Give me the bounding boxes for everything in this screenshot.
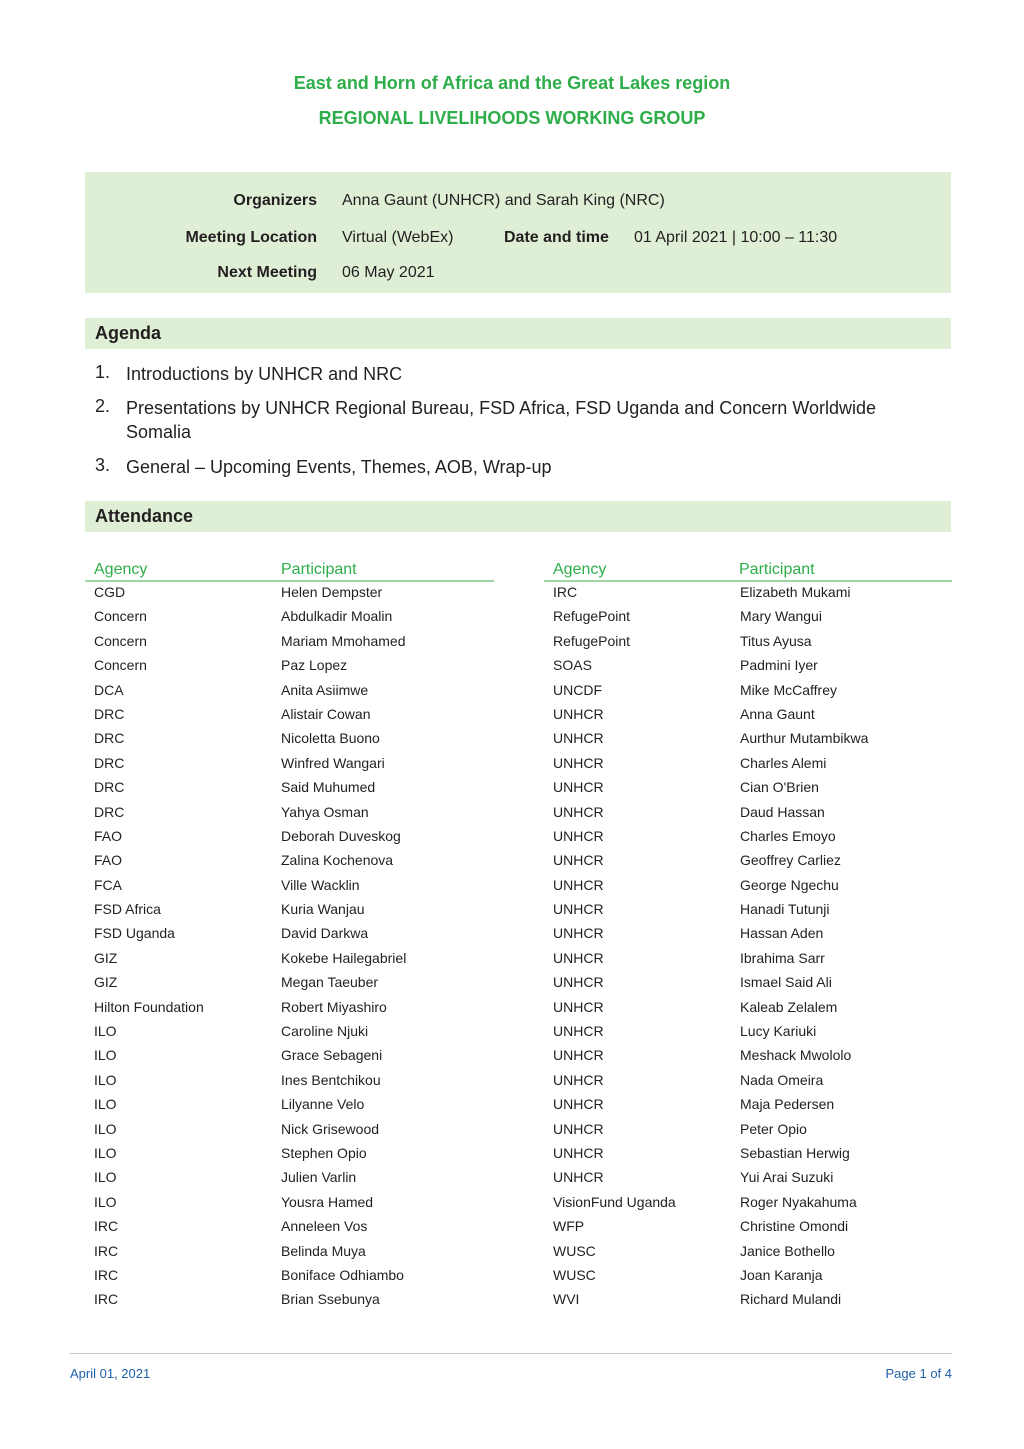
agenda-heading: Agenda (85, 318, 951, 349)
agency-cell: UNCDF (553, 681, 602, 698)
participant-cell: Ines Bentchikou (281, 1071, 381, 1088)
participant-cell: Yahya Osman (281, 803, 369, 820)
organizers-label: Organizers (233, 192, 317, 209)
participant-cell: Mike McCaffrey (740, 681, 837, 698)
attendance-row (94, 1072, 406, 1096)
attendance-row (94, 584, 406, 608)
participant-cell: Janice Bothello (740, 1242, 835, 1259)
participant-cell: Zalina Kochenova (281, 852, 394, 869)
agency-cell: WUSC (553, 1242, 596, 1259)
agency-cell: RefugePoint (553, 632, 631, 649)
agency-cell: FAO (94, 852, 123, 869)
attendance-row (94, 1267, 406, 1291)
participant-cell: Nick Grisewood (281, 1120, 380, 1137)
agency-cell: GIZ (94, 949, 118, 966)
footer-page-number: Page 1 of 4 (885, 1366, 952, 1381)
agency-cell: WUSC (553, 1266, 596, 1283)
agency-cell: ILO (94, 1193, 117, 1210)
participant-cell: Sebastian Herwig (740, 1144, 850, 1161)
attendance-row (553, 584, 868, 608)
attendance-row (94, 1218, 406, 1242)
agency-cell: UNHCR (553, 779, 604, 796)
attendance-row (94, 828, 406, 852)
participant-cell: Lucy Kariuki (740, 1023, 817, 1040)
agency-cell: UNHCR (553, 925, 604, 942)
participant-cell: Elizabeth Mukami (740, 584, 851, 600)
attendance-row (94, 1023, 406, 1047)
attendance-row (94, 608, 406, 632)
participant-cell: Christine Omondi (740, 1218, 849, 1235)
participant-cell: Lilyanne Velo (281, 1096, 365, 1113)
document-title: East and Horn of Africa and the Great Lakes region (293, 73, 731, 93)
participant-cell: Meshack Mwololo (740, 1047, 852, 1064)
attendance-row (553, 804, 868, 828)
attendance-row (94, 1169, 406, 1193)
attendance-row (553, 1194, 868, 1218)
participant-cell: Caroline Njuki (281, 1023, 369, 1040)
participant-cell: David Darkwa (281, 925, 369, 942)
participant-cell: Julien Varlin (281, 1169, 357, 1186)
attendance-row (94, 1121, 406, 1145)
participant-cell: Geoffrey Carliez (740, 852, 841, 869)
agency-cell: UNHCR (553, 949, 604, 966)
agency-cell: WFP (553, 1218, 585, 1235)
right-agency-header: Agency (553, 561, 607, 578)
participant-cell: Yui Arai Suzuki (740, 1169, 834, 1186)
agency-cell: Concern (94, 657, 147, 674)
participant-cell: Cian O'Brien (740, 779, 819, 796)
participant-cell: Roger Nyakahuma (740, 1193, 857, 1210)
agency-cell: ILO (94, 1071, 117, 1088)
agency-cell: DRC (94, 730, 125, 747)
attendance-heading: Attendance (85, 501, 951, 532)
participant-cell: Alistair Cowan (281, 705, 371, 722)
agency-cell: UNHCR (553, 876, 604, 893)
participant-cell: Anneleen Vos (281, 1218, 368, 1235)
participant-cell: Kaleab Zelalem (740, 998, 838, 1015)
attendance-row (553, 1291, 868, 1315)
participant-cell: Charles Emoyo (740, 827, 836, 844)
agency-cell: UNHCR (553, 1144, 604, 1161)
attendance-row (553, 779, 868, 803)
agency-cell: UNHCR (553, 974, 604, 991)
participant-cell: Mariam Mmohamed (281, 632, 406, 649)
agency-cell: UNHCR (553, 1096, 604, 1113)
attendance-row (553, 1047, 868, 1071)
agency-cell: UNHCR (553, 1169, 604, 1186)
next-meeting-label: Next Meeting (217, 264, 317, 281)
participant-cell: Richard Mulandi (740, 1291, 842, 1308)
attendance-row (94, 779, 406, 803)
attendance-row (94, 1243, 406, 1267)
agency-cell: ILO (94, 1120, 117, 1137)
participant-cell: Robert Miyashiro (281, 998, 387, 1015)
agency-cell: UNHCR (553, 1071, 604, 1088)
participant-cell: Grace Sebageni (281, 1047, 383, 1064)
attendance-row (94, 950, 406, 974)
agency-cell: IRC (94, 1242, 119, 1259)
attendance-row (94, 1291, 406, 1315)
agenda-item-text: General – Upcoming Events, Themes, AOB, Wrap-up (126, 457, 552, 477)
participant-cell: Paz Lopez (281, 657, 348, 674)
participant-cell: Said Muhumed (281, 779, 376, 796)
participant-cell: Kuria Wanjau (281, 901, 365, 918)
document-subtitle: REGIONAL LIVELIHOODS WORKING GROUP (318, 108, 706, 128)
participant-cell: Ismael Said Ali (740, 974, 832, 991)
attendance-row (94, 657, 406, 681)
attendance-row (553, 1096, 868, 1120)
attendance-row (94, 706, 406, 730)
agenda-item-number: 1. (95, 362, 111, 382)
attendance-row (553, 1169, 868, 1193)
attendance-row (94, 974, 406, 998)
agency-cell: SOAS (553, 657, 592, 674)
attendance-row (553, 877, 868, 901)
agency-cell: DRC (94, 803, 125, 820)
participant-cell: Stephen Opio (281, 1144, 367, 1161)
participant-cell: Megan Taeuber (281, 974, 379, 991)
participant-cell: Mary Wangui (740, 608, 822, 625)
agency-cell: UNHCR (553, 901, 604, 918)
agency-cell: Concern (94, 632, 147, 649)
attendance-row (553, 828, 868, 852)
participant-cell: Maja Pedersen (740, 1096, 835, 1113)
participant-cell: Abdulkadir Moalin (281, 608, 393, 625)
agenda-item-text: Presentations by UNHCR Regional Bureau, FSD Africa, FSD Uganda and Concern Worldwide Somalia (126, 398, 877, 442)
left-agency-header: Agency (94, 561, 148, 578)
participant-cell: Helen Dempster (281, 584, 383, 600)
agency-cell: ILO (94, 1096, 117, 1113)
attendance-row (553, 633, 868, 657)
agency-cell: DRC (94, 754, 125, 771)
right-header-rule (544, 580, 952, 582)
participant-cell: Peter Opio (740, 1120, 807, 1137)
agenda-item-number: 2. (95, 396, 111, 416)
agency-cell: CGD (94, 584, 126, 600)
attendance-row (94, 804, 406, 828)
participant-cell: Ibrahima Sarr (740, 949, 825, 966)
participant-cell: George Ngechu (740, 876, 839, 893)
attendance-row (553, 1023, 868, 1047)
attendance-row (94, 852, 406, 876)
attendance-row (94, 1194, 406, 1218)
location-value: Virtual (WebEx) (342, 229, 454, 246)
participant-cell: Kokebe Hailegabriel (281, 949, 407, 966)
participant-cell: Yousra Hamed (281, 1193, 374, 1210)
agency-cell: Hilton Foundation (94, 998, 204, 1015)
agenda-item-text: Introductions by UNHCR and NRC (126, 364, 403, 384)
left-header-rule (85, 580, 494, 582)
agency-cell: VisionFund Uganda (553, 1193, 676, 1210)
attendance-row (94, 877, 406, 901)
datetime-value: 01 April 2021 | 10:00 – 11:30 (634, 229, 838, 246)
agency-cell: WVI (553, 1291, 580, 1308)
agency-cell: ILO (94, 1047, 117, 1064)
participant-cell: Anna Gaunt (740, 705, 815, 722)
attendance-row (553, 901, 868, 925)
attendance-row (553, 1072, 868, 1096)
agency-cell: UNHCR (553, 1120, 604, 1137)
agency-cell: RefugePoint (553, 608, 631, 625)
attendance-row (94, 901, 406, 925)
participant-cell: Boniface Odhiambo (281, 1266, 404, 1283)
attendance-row (94, 999, 406, 1023)
agency-cell: GIZ (94, 974, 118, 991)
agency-cell: IRC (553, 584, 578, 600)
agency-cell: DRC (94, 779, 125, 796)
participant-cell: Nicoletta Buono (281, 730, 380, 747)
participant-cell: Hanadi Tutunji (740, 901, 830, 918)
agency-cell: ILO (94, 1144, 117, 1161)
agency-cell: DRC (94, 705, 125, 722)
agency-cell: UNHCR (553, 754, 604, 771)
agency-cell: IRC (94, 1266, 119, 1283)
right-participant-header: Participant (739, 561, 815, 578)
agency-cell: UNHCR (553, 803, 604, 820)
agenda-item-number: 3. (95, 455, 111, 475)
attendance-row (553, 950, 868, 974)
agency-cell: ILO (94, 1023, 117, 1040)
participant-cell: Titus Ayusa (740, 632, 812, 649)
attendance-row (94, 633, 406, 657)
agency-cell: FSD Africa (94, 901, 161, 918)
attendance-row (94, 1047, 406, 1071)
participant-cell: Joan Karanja (740, 1266, 823, 1283)
participant-cell: Padmini Iyer (740, 657, 818, 674)
agency-cell: UNHCR (553, 1047, 604, 1064)
participant-cell: Belinda Muya (281, 1242, 366, 1259)
participant-cell: Ville Wacklin (281, 876, 360, 893)
attendance-row (94, 1096, 406, 1120)
attendance-row (553, 730, 868, 754)
participant-cell: Winfred Wangari (281, 754, 385, 771)
attendance-row (553, 1218, 868, 1242)
attendance-row (553, 1145, 868, 1169)
attendance-row (553, 1267, 868, 1291)
footer-rule (70, 1353, 952, 1354)
attendance-row (553, 682, 868, 706)
participant-cell: Charles Alemi (740, 754, 827, 771)
agency-cell: UNHCR (553, 705, 604, 722)
attendance-row (553, 852, 868, 876)
attendance-row (553, 608, 868, 632)
attendance-row (94, 925, 406, 949)
agency-cell: UNHCR (553, 1023, 604, 1040)
agency-cell: ILO (94, 1169, 117, 1186)
attendance-row (94, 682, 406, 706)
agency-cell: UNHCR (553, 852, 604, 869)
attendance-row (94, 730, 406, 754)
attendance-row (553, 1243, 868, 1267)
attendance-row (553, 706, 868, 730)
attendance-table-left (94, 584, 406, 1316)
agency-cell: UNHCR (553, 730, 604, 747)
attendance-row (553, 657, 868, 681)
agency-cell: UNHCR (553, 998, 604, 1015)
participant-cell: Hassan Aden (740, 925, 824, 942)
agency-cell: IRC (94, 1218, 119, 1235)
participant-cell: Aurthur Mutambikwa (740, 730, 869, 747)
participant-cell: Anita Asiimwe (281, 681, 369, 698)
participant-cell: Deborah Duveskog (281, 827, 401, 844)
location-label: Meeting Location (185, 229, 317, 246)
attendance-row (553, 755, 868, 779)
attendance-row (553, 1121, 868, 1145)
next-meeting-value: 06 May 2021 (342, 264, 435, 281)
agency-cell: DCA (94, 681, 124, 698)
agency-cell: UNHCR (553, 827, 604, 844)
attendance-row (553, 974, 868, 998)
attendance-row (553, 999, 868, 1023)
agency-cell: FSD Uganda (94, 925, 175, 942)
attendance-row (553, 925, 868, 949)
participant-cell: Nada Omeira (740, 1071, 824, 1088)
attendance-table-right (553, 584, 868, 1316)
attendance-row (94, 1145, 406, 1169)
organizers-value: Anna Gaunt (UNHCR) and Sarah King (NRC) (342, 192, 665, 209)
agency-cell: FCA (94, 876, 122, 893)
attendance-row (94, 755, 406, 779)
participant-cell: Brian Ssebunya (281, 1291, 380, 1308)
agency-cell: FAO (94, 827, 123, 844)
agency-cell: IRC (94, 1291, 119, 1308)
footer-date: April 01, 2021 (70, 1366, 151, 1381)
participant-cell: Daud Hassan (740, 803, 825, 820)
datetime-label: Date and time (504, 229, 609, 246)
left-participant-header: Participant (281, 561, 357, 578)
meeting-info-box (85, 172, 951, 293)
agency-cell: Concern (94, 608, 147, 625)
